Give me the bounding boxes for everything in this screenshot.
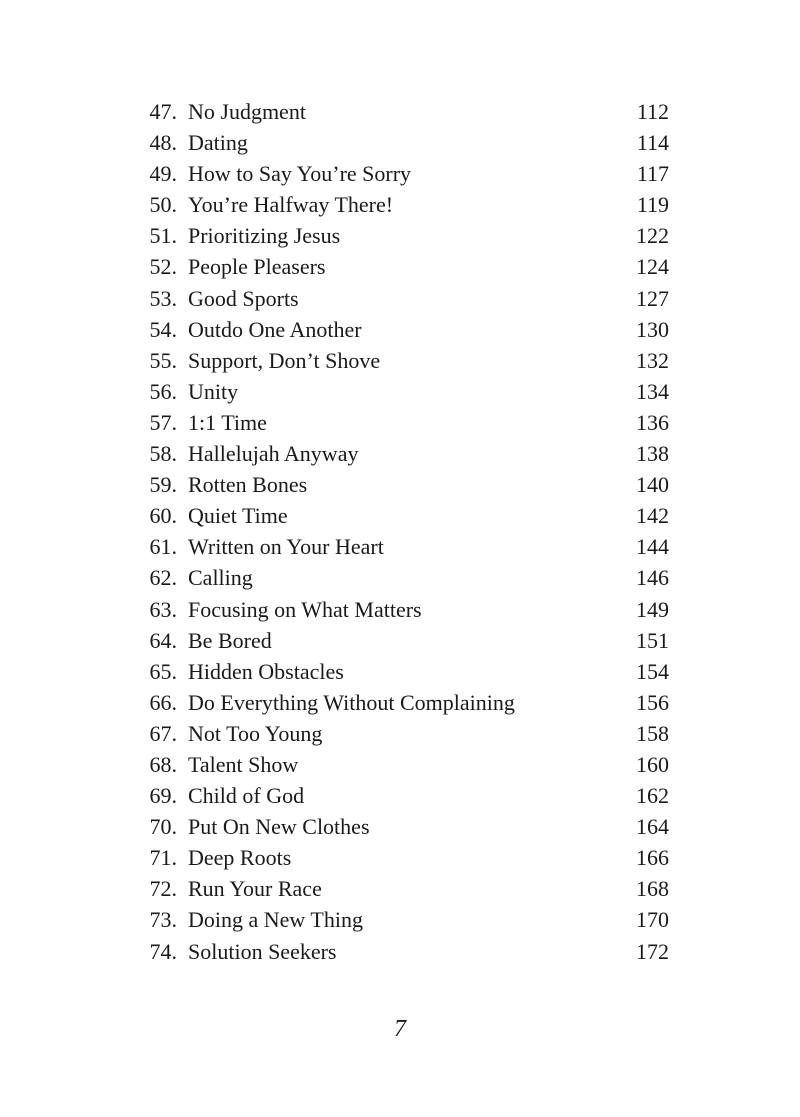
toc-entry xyxy=(0,376,800,407)
toc-entry-title: Child of God xyxy=(188,783,305,809)
toc-entry-page: 114 xyxy=(636,130,669,156)
toc-entry xyxy=(0,873,800,904)
toc-entry-title: Rotten Bones xyxy=(188,472,308,498)
toc-entry-title: Calling xyxy=(188,565,253,591)
toc-entry-number: 65. xyxy=(149,658,177,684)
toc-entry-number: 62. xyxy=(149,565,177,591)
toc-entry-title: Doing a New Thing xyxy=(188,907,363,933)
toc-entry-number: 66. xyxy=(149,689,177,715)
toc-entry-title: Do Everything Without Complaining xyxy=(188,689,515,715)
toc-entry xyxy=(0,780,800,811)
toc-entry-number: 61. xyxy=(149,534,177,560)
toc-entry-page: 154 xyxy=(636,658,669,684)
toc-entry xyxy=(0,656,800,687)
toc-entry xyxy=(0,625,800,656)
toc-entry xyxy=(0,718,800,749)
toc-entry-title: Support, Don’t Shove xyxy=(188,347,381,373)
toc-entry-number: 55. xyxy=(149,347,177,373)
toc-entry-number: 47. xyxy=(149,99,177,124)
toc-entry-page: 162 xyxy=(636,783,669,809)
toc-entry-title: Good Sports xyxy=(188,285,299,311)
toc-entry-page: 156 xyxy=(636,689,669,715)
toc-entry-page: 160 xyxy=(636,751,669,777)
toc-entry-title: Hallelujah Anyway xyxy=(188,441,359,467)
toc-entry-title: Quiet Time xyxy=(188,503,288,529)
toc-entry xyxy=(0,158,800,189)
toc-entry-page: 170 xyxy=(636,907,669,933)
toc-entry xyxy=(0,96,800,127)
toc-entry xyxy=(0,842,800,873)
toc-entry-page: 158 xyxy=(636,720,669,746)
toc-entry xyxy=(0,936,800,967)
toc-entry xyxy=(0,251,800,282)
toc-entry-page: 144 xyxy=(636,534,669,560)
toc-entry-number: 51. xyxy=(149,223,177,249)
toc-entry-page: 151 xyxy=(636,627,669,653)
toc-entry-number: 52. xyxy=(149,254,177,280)
toc-entry xyxy=(0,594,800,625)
toc-entry-title: How to Say You’re Sorry xyxy=(188,161,412,187)
toc-entry-page: 124 xyxy=(636,254,669,280)
toc-entry-number: 74. xyxy=(149,938,177,964)
toc-entry xyxy=(0,438,800,469)
toc-entry-page: 136 xyxy=(636,409,669,435)
toc-entry-title: 1:1 Time xyxy=(188,409,267,435)
toc-entry-number: 56. xyxy=(149,378,177,404)
toc-entry-title: No Judgment xyxy=(188,99,306,124)
toc-entry-page: 149 xyxy=(636,596,669,622)
toc-entry-number: 48. xyxy=(149,130,177,156)
toc-entry-number: 71. xyxy=(149,845,177,871)
toc-entry-title: Written on Your Heart xyxy=(188,534,384,560)
toc-entry-number: 50. xyxy=(149,192,177,218)
toc-entry-number: 58. xyxy=(149,441,177,467)
toc-entry-page: 112 xyxy=(636,99,669,124)
toc-entry-title: Run Your Race xyxy=(188,876,322,902)
toc-entry-title: Talent Show xyxy=(188,751,299,777)
toc-entry-page: 142 xyxy=(636,503,669,529)
toc-entry xyxy=(0,500,800,531)
toc-entry-number: 68. xyxy=(149,751,177,777)
toc-entry-page: 134 xyxy=(636,378,669,404)
toc-entry-title: Unity xyxy=(188,378,239,404)
toc-entry xyxy=(0,749,800,780)
toc-entry-number: 69. xyxy=(149,783,177,809)
toc-entry-title: Dating xyxy=(188,130,248,156)
toc-entry-number: 73. xyxy=(149,907,177,933)
toc-entry-page: 146 xyxy=(636,565,669,591)
toc-entry xyxy=(0,189,800,220)
toc-entry xyxy=(0,469,800,500)
toc-entry xyxy=(0,345,800,376)
toc-entry-title: People Pleasers xyxy=(188,254,326,280)
toc-entry xyxy=(0,687,800,718)
toc-entry-number: 54. xyxy=(149,316,177,342)
toc-entry-page: 140 xyxy=(636,472,669,498)
toc-entry-title: You’re Halfway There! xyxy=(188,192,394,218)
toc-entry-page: 130 xyxy=(636,316,669,342)
toc-entry-number: 59. xyxy=(149,472,177,498)
toc-entry-title: Focusing on What Matters xyxy=(188,596,422,622)
toc-entry-title: Be Bored xyxy=(188,627,272,653)
toc-entry xyxy=(0,220,800,251)
toc-entry-title: Hidden Obstacles xyxy=(188,658,344,684)
toc-entry-page: 172 xyxy=(636,938,669,964)
toc-entry-title: Deep Roots xyxy=(188,845,292,871)
toc-entry xyxy=(0,407,800,438)
toc-entry-title: Put On New Clothes xyxy=(188,814,370,840)
toc-entry-page: 119 xyxy=(636,192,669,218)
toc-entry-page: 164 xyxy=(636,814,669,840)
toc-entry-number: 49. xyxy=(149,161,177,187)
toc-entry-page: 166 xyxy=(636,845,669,871)
toc-entry-page: 122 xyxy=(636,223,669,249)
toc-entry-number: 57. xyxy=(149,409,177,435)
toc-entry xyxy=(0,127,800,158)
toc-entry-number: 63. xyxy=(149,596,177,622)
toc-entry-number: 67. xyxy=(149,720,177,746)
toc-entry-page: 132 xyxy=(636,347,669,373)
toc-entry xyxy=(0,531,800,562)
toc-entry xyxy=(0,314,800,345)
toc-entry xyxy=(0,562,800,593)
toc-entry-number: 64. xyxy=(149,627,177,653)
toc-entry-number: 53. xyxy=(149,285,177,311)
toc-entry xyxy=(0,904,800,935)
toc-entry xyxy=(0,283,800,314)
toc-entry-title: Outdo One Another xyxy=(188,316,362,342)
toc-entry xyxy=(0,811,800,842)
toc-entry-number: 72. xyxy=(149,876,177,902)
toc-entry-number: 60. xyxy=(149,503,177,529)
toc-entry-title: Solution Seekers xyxy=(188,938,337,964)
toc-entry-number: 70. xyxy=(149,814,177,840)
toc-entry-page: 127 xyxy=(636,285,669,311)
toc-entry-page: 117 xyxy=(636,161,669,187)
table-of-contents xyxy=(0,96,800,967)
toc-entry-title: Prioritizing Jesus xyxy=(188,223,341,249)
toc-entry-page: 168 xyxy=(636,876,669,902)
toc-entry-title: Not Too Young xyxy=(188,720,323,746)
page-number: 7 xyxy=(394,1016,406,1042)
toc-entry-page: 138 xyxy=(636,441,669,467)
